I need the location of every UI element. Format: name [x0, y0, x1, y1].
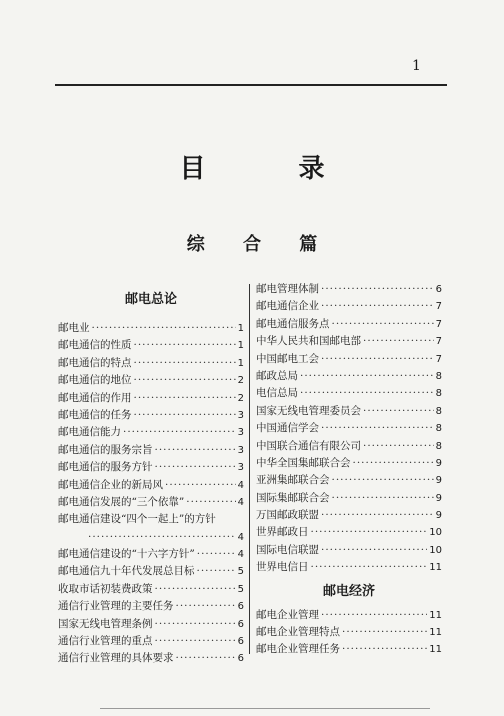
- toc-entry-title: 国际电信联盟: [256, 543, 319, 556]
- leader-dots: [88, 529, 236, 546]
- toc-entry-title: 世界邮政日: [256, 526, 309, 539]
- toc-entry[interactable]: [58, 633, 244, 650]
- toc-entry-page: 11: [429, 609, 442, 621]
- toc-entry-title: 邮电通信建设“四个一起上”的方针: [58, 513, 216, 526]
- leader-dots: [321, 542, 427, 559]
- toc-entry-page: 8: [435, 405, 442, 417]
- toc-entry-page: 7: [435, 353, 442, 365]
- toc-entry[interactable]: [58, 372, 244, 389]
- toc-entry-page: 10: [429, 544, 442, 556]
- leader-dots: [321, 420, 434, 437]
- toc-entry-page: 4: [237, 479, 244, 491]
- leader-dots: [165, 477, 236, 494]
- toc-entry-title: 邮电通信企业的新局风: [58, 478, 163, 491]
- toc-entry-title: 邮电业: [58, 322, 90, 334]
- toc-entry-title: 中华人民共和国邮电部: [256, 335, 361, 348]
- toc-entry[interactable]: [58, 477, 244, 494]
- toc-entry-title: 邮电通信的性质: [58, 339, 132, 352]
- toc-entry-title: 邮电通信的任务: [58, 408, 132, 421]
- leader-dots: [332, 490, 434, 507]
- toc-entry-title: 邮电通信建设的“十六字方针”: [58, 548, 195, 561]
- toc-entry-title: 国家无线电管理条例: [58, 617, 153, 630]
- toc-entry-page: 7: [435, 318, 442, 330]
- toc-entry[interactable]: [256, 438, 442, 455]
- header-rule: [55, 84, 447, 86]
- leader-dots: [321, 281, 434, 298]
- toc-entry[interactable]: [256, 298, 442, 315]
- toc-entry-page: 6: [237, 636, 244, 648]
- toc-entry[interactable]: [256, 524, 442, 541]
- toc-entry-page: 5: [237, 583, 244, 595]
- toc-entry-page: 6: [237, 653, 244, 665]
- toc-entry-page: 9: [435, 492, 442, 504]
- toc-entry[interactable]: [256, 542, 442, 559]
- toc-entry[interactable]: [256, 316, 442, 333]
- toc-entry-title: 中国邮电工会: [256, 352, 319, 365]
- toc-entry[interactable]: [256, 420, 442, 437]
- leader-dots: [155, 633, 236, 650]
- toc-entry-page: 3: [237, 409, 244, 421]
- toc-entry[interactable]: [58, 442, 244, 459]
- toc-entry-page: 3: [237, 444, 244, 456]
- toc-entry-title: 邮电企业管理任务: [256, 643, 340, 656]
- leader-dots: [342, 624, 427, 641]
- toc-entry-page: 6: [237, 618, 244, 630]
- toc-entry-page: 3: [237, 462, 244, 474]
- toc-entry-title: 通信行业管理的重点: [58, 635, 153, 648]
- toc-entry[interactable]: [256, 507, 442, 524]
- column-divider: [249, 284, 250, 654]
- toc-entry[interactable]: [58, 390, 244, 407]
- toc-entry-title: 通信行业管理的具体要求: [58, 652, 174, 665]
- right-entry-list-top: [256, 281, 442, 577]
- toc-entry[interactable]: [58, 424, 244, 441]
- leader-dots: [321, 507, 434, 524]
- leader-dots: [300, 368, 434, 385]
- toc-entry-title: 收取市话初装费政策: [58, 582, 153, 595]
- left-entry-list: [58, 320, 244, 668]
- leader-dots: [176, 598, 236, 615]
- leader-dots: [134, 372, 236, 389]
- toc-entry-page: 6: [237, 601, 244, 613]
- footer-rule: [100, 708, 430, 709]
- toc-entry-title: 万国邮政联盟: [256, 509, 319, 522]
- left-column-heading: 邮电总论: [124, 292, 177, 307]
- toc-entry-title: 中国通信学会: [256, 422, 319, 435]
- toc-entry-title: 中华全国集邮联合会: [256, 456, 351, 469]
- toc-entry[interactable]: [58, 494, 244, 511]
- toc-entry[interactable]: [256, 351, 442, 368]
- toc-entry-title: 邮电管理体制: [256, 283, 319, 295]
- leader-dots: [321, 351, 434, 368]
- page-number: 1: [412, 58, 421, 74]
- toc-entry-title: 国际集邮联合会: [256, 491, 330, 504]
- section-title: 综 合 篇: [186, 234, 334, 255]
- page-title: 目 录: [179, 154, 367, 184]
- toc-entry-page: 8: [435, 388, 442, 400]
- toc-entry-title: 亚洲集邮联合会: [256, 474, 330, 487]
- toc-entry[interactable]: [256, 403, 442, 420]
- toc-entry-page: 2: [237, 375, 244, 387]
- toc-entry[interactable]: [256, 559, 442, 576]
- toc-entry-page: 4: [237, 531, 244, 543]
- toc-entry-page: 8: [435, 440, 442, 452]
- toc-entry[interactable]: [58, 355, 244, 372]
- leader-dots: [176, 650, 236, 667]
- toc-entry[interactable]: [256, 368, 442, 385]
- toc-entry[interactable]: [58, 650, 244, 667]
- toc-entry-page: 9: [435, 475, 442, 487]
- toc-entry-page: 5: [237, 566, 244, 578]
- leader-dots: [197, 546, 236, 563]
- toc-entry[interactable]: [58, 616, 244, 633]
- toc-entry[interactable]: [58, 598, 244, 615]
- toc-entry-page: 6: [435, 284, 442, 295]
- leader-dots: [332, 472, 434, 489]
- leader-dots: [363, 438, 434, 455]
- toc-entry-page: 11: [429, 562, 442, 574]
- toc-entry-title: 邮电通信企业: [256, 300, 319, 313]
- toc-entry-title: 电信总局: [256, 387, 298, 400]
- toc-entry[interactable]: [256, 385, 442, 402]
- leader-dots: [321, 607, 427, 624]
- leader-dots: [321, 298, 434, 315]
- toc-entry-title: 邮电企业管理: [256, 608, 319, 621]
- toc-entry-page: 7: [435, 336, 442, 348]
- leader-dots: [342, 641, 427, 658]
- toc-entry-page: 2: [237, 392, 244, 404]
- leader-dots: [363, 333, 434, 350]
- leader-dots: [155, 581, 236, 598]
- toc-entry-title: 通信行业管理的主要任务: [58, 600, 174, 613]
- toc-entry-page: 4: [237, 549, 244, 561]
- toc-entry-title: 邮政总局: [256, 369, 298, 382]
- leader-dots: [134, 390, 236, 407]
- leader-dots: [186, 494, 235, 511]
- toc-entry-page: 4: [237, 496, 244, 508]
- leader-dots: [155, 442, 236, 459]
- toc-entry[interactable]: [58, 511, 244, 546]
- leader-dots: [311, 559, 428, 576]
- toc-entry[interactable]: [58, 407, 244, 424]
- leader-dots: [92, 320, 236, 337]
- toc-entry[interactable]: [58, 459, 244, 476]
- toc-entry[interactable]: [58, 337, 244, 354]
- toc-entry-title: 邮电通信能力: [58, 426, 121, 439]
- toc-entry[interactable]: [58, 581, 244, 598]
- toc-entry-page: 10: [429, 527, 442, 539]
- toc-entry[interactable]: [256, 624, 442, 641]
- toc-entry-page: 8: [435, 370, 442, 382]
- toc-entry-title: 邮电通信发展的“三个依靠”: [58, 495, 185, 508]
- right-column: [256, 281, 442, 659]
- leader-dots: [134, 355, 236, 372]
- toc-entry-page: 3: [237, 427, 244, 439]
- toc-entry-page: 9: [435, 510, 442, 522]
- toc-entry[interactable]: [256, 281, 442, 298]
- toc-entry[interactable]: [58, 546, 244, 563]
- leader-dots: [197, 563, 236, 580]
- toc-entry[interactable]: [58, 563, 244, 580]
- toc-entry[interactable]: [58, 320, 244, 337]
- leader-dots: [134, 337, 236, 354]
- leader-dots: [300, 385, 434, 402]
- toc-entry-page: 1: [237, 340, 244, 352]
- toc-entry-title: 邮电通信九十年代发展总目标: [58, 565, 195, 578]
- leader-dots: [353, 455, 434, 472]
- toc-entry-title: 邮电通信的作用: [58, 391, 132, 404]
- toc-entry[interactable]: [256, 333, 442, 350]
- right-entry-list-bottom: [256, 607, 442, 659]
- toc-entry-page: 1: [237, 323, 244, 334]
- toc-entry-page: 8: [435, 423, 442, 435]
- leader-dots: [134, 407, 236, 424]
- toc-entry-page: 11: [429, 644, 442, 656]
- toc-entry-page: 9: [435, 457, 442, 469]
- leader-dots: [332, 316, 434, 333]
- toc-entry-page: 7: [435, 301, 442, 313]
- toc-entry-title: 邮电通信的特点: [58, 356, 132, 369]
- left-column: [58, 290, 244, 668]
- leader-dots: [155, 459, 236, 476]
- toc-entry-title: 邮电通信的服务方针: [58, 461, 153, 474]
- toc-entry-page: 11: [429, 627, 442, 639]
- toc-entry[interactable]: [256, 607, 442, 624]
- toc-entry[interactable]: [256, 641, 442, 658]
- toc-entry-title: 邮电企业管理特点: [256, 626, 340, 639]
- toc-entry-title: 邮电通信的服务宗旨: [58, 443, 153, 456]
- leader-dots: [311, 524, 428, 541]
- toc-entry-page: 1: [237, 357, 244, 369]
- toc-entry[interactable]: [256, 455, 442, 472]
- toc-entry-title: 中国联合通信有限公司: [256, 439, 361, 452]
- toc-entry[interactable]: [256, 490, 442, 507]
- toc-entry-title: 世界电信日: [256, 561, 309, 574]
- toc-entry[interactable]: [256, 472, 442, 489]
- leader-dots: [155, 616, 236, 633]
- toc-entry-title: 邮电通信的地位: [58, 374, 132, 387]
- leader-dots: [123, 424, 236, 441]
- toc-entry-title: 国家无线电管理委员会: [256, 404, 361, 417]
- toc-entry-title: 邮电通信服务点: [256, 317, 330, 330]
- leader-dots: [363, 403, 434, 420]
- right-column-heading: 邮电经济: [322, 583, 375, 599]
